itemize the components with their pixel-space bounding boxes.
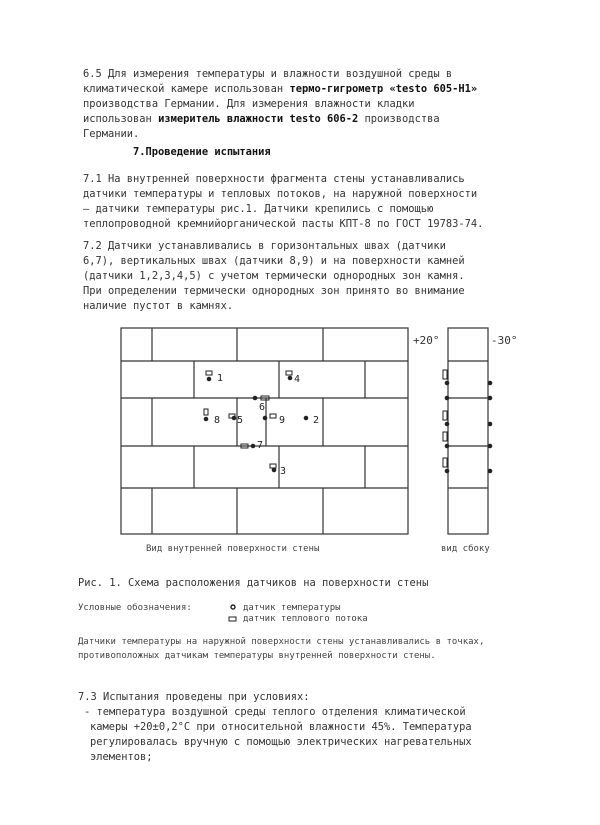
side-sensors [443,370,492,473]
temperature-sensor [445,469,449,473]
sensor-label: 5 [237,415,244,426]
line: камеры +20±0,2°С при относительной влажности 45%. Температура [90,721,472,733]
line: – датчики температуры рис.1. Датчики крепились с помощью [83,203,434,215]
text: производства [358,113,440,125]
line: Германии. [83,128,140,140]
line: производства Германии. Для измерения влажности кладки [83,98,415,110]
line: - температура воздушной среды теплого отделения климатической [84,706,466,718]
sensor-label: 3 [280,466,287,477]
wall-outline [121,328,408,534]
heat-flow-sensor [270,464,276,468]
temperature-sensor [207,377,211,381]
heat-flow-sensor [443,411,447,420]
device-name: термо-гигрометр «testo 605-H1» [289,83,478,95]
text: использован [83,113,159,125]
line: элементов; [90,751,153,763]
temperature-sensor [445,422,449,426]
note-paragraph [78,635,484,663]
paragraph-7-3 [78,690,540,765]
temperature-sensor [304,416,308,420]
legend-temperature-label: датчик температуры [243,603,341,613]
legend-temperature-symbol [231,605,235,609]
inside-temperature-label: +20° [413,334,440,347]
temperature-sensor [445,381,449,385]
legend-title: Условные обозначения: [78,603,192,613]
sensor-label: 1 [217,373,224,384]
heat-flow-sensor [443,370,447,379]
sensor-label: 6 [259,402,266,413]
line: (датчики 1,2,3,4,5) с учетом термически однородных зон камня. [83,270,465,282]
heat-flow-sensor [443,432,447,441]
temperature-sensor [445,396,449,400]
sensor-label: 2 [313,415,320,426]
temperature-sensor [272,468,276,472]
wall-side-view [448,328,488,534]
line: противоположных датчикам температуры внутренней поверхности стены. [78,651,436,661]
temperature-sensor [488,396,492,400]
heat-flow-sensor [286,371,292,375]
temperature-sensor [251,444,255,448]
temperature-sensor [253,396,257,400]
line: 7.3 Испытания проведены при условиях: [78,691,310,703]
sensor-label: 7 [257,440,264,451]
line: теплопроводной кремнийорганической пасты КПТ-8 по ГОСТ 19783-74. [83,218,484,230]
line: датчики температуры и тепловых потоков, на наружной поверхности [83,188,478,200]
sensor-label: 4 [294,374,301,385]
device-name: измеритель влажности testo 606-2 [158,113,359,125]
figure-caption: Рис. 1. Схема расположения датчиков на поверхности стены [78,577,429,589]
heat-flow-sensor [270,414,276,418]
legend-heat-flow-label: датчик теплового потока [243,614,368,624]
temperature-sensor [488,422,492,426]
line: Датчики температуры на наружной поверхности стены устанавливались в точках, [78,637,485,647]
temperature-sensor [488,444,492,448]
caption-front-view: Вид внутренней поверхности стены [146,544,320,554]
temperature-sensor [488,469,492,473]
legend-heat-flow-symbol [229,617,236,621]
line: 6,7), вертикальных швах (датчики 8,9) и на поверхности камней [83,255,465,267]
temperature-sensor [204,417,208,421]
sensor-label: 9 [279,415,286,426]
heat-flow-sensor [443,458,447,467]
caption-side-view: вид сбоку [441,544,490,554]
line: При определении термически однородных зон принято во внимание [83,285,465,297]
heat-flow-sensor [204,409,208,415]
side-outline [448,328,488,534]
heat-flow-sensor [206,371,212,375]
temperature-sensor [232,416,236,420]
temperature-sensor [263,416,267,420]
text: климатической камере использован [83,83,290,95]
temperature-sensor [488,381,492,385]
temperature-sensor [445,444,449,448]
wall-front-view [121,328,408,534]
line: наличие пустот в камнях. [83,300,234,312]
temperature-sensor [288,376,292,380]
line: регулировалась вручную с помощью электрических нагревательных [90,736,472,748]
line: 7.1 На внутренней поверхности фрагмента стены устанавливались [83,173,465,185]
sensor-label: 8 [214,415,221,426]
line: 7.2 Датчики устанавливались в горизонтальных швах (датчики [83,240,446,252]
section-heading: 7.Проведение испытания [133,146,271,158]
outside-temperature-label: -30° [491,334,518,347]
line: 6.5 Для измерения температуры и влажности воздушной среды в [83,68,453,80]
